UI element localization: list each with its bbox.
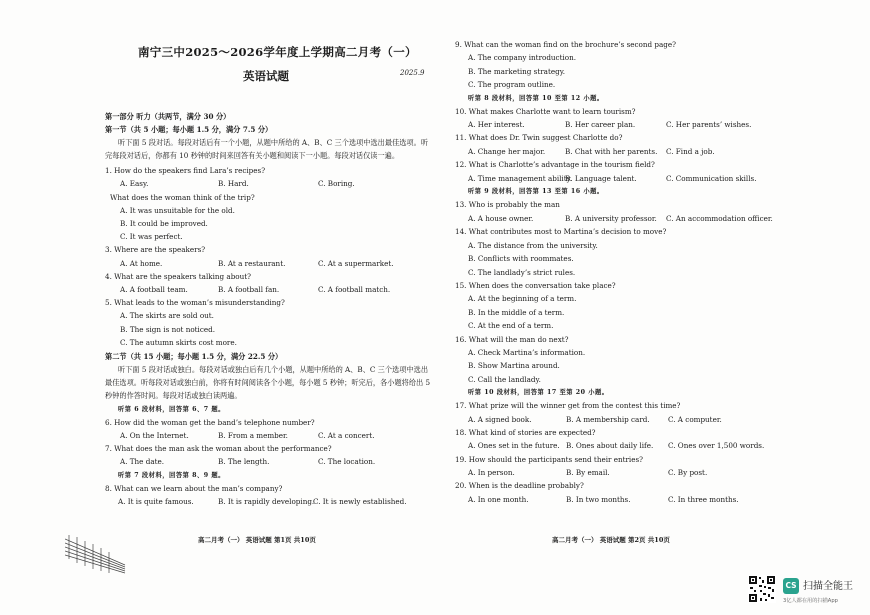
option-a: A. On the Internet.	[120, 431, 189, 440]
part2-instructions: 秒钟的作答时间。每段对话或独白读两遍。	[105, 391, 242, 400]
camscanner-name: 扫描全能王	[803, 581, 853, 592]
question-19: 19. How should the participants send their entries?	[455, 455, 644, 464]
listening-note: 听第 6 段材料，回答第 6、7 题。	[118, 406, 225, 413]
right-page	[440, 0, 870, 615]
question-7: 7. What does the man ask the woman about the performance?	[105, 444, 332, 453]
camscanner-logo: CS	[783, 578, 799, 594]
question-4: 4. What are the speakers talking about?	[105, 272, 252, 281]
scan-edge-artifact	[65, 535, 127, 575]
option-b: B. A membership card.	[566, 415, 650, 424]
question-11: 11. What does Dr. Twin suggest Charlotte do?	[455, 133, 623, 142]
question-16: 16. What will the man do next?	[455, 335, 569, 344]
page-footer: 高二月考（一） 英语试题 第2页 共10页	[552, 536, 670, 544]
option-c: C. Her parents’ wishes.	[666, 120, 752, 129]
question-17: 17. What prize will the winner get from the contest this time?	[455, 401, 681, 410]
option-b: B. Language talent.	[565, 174, 637, 183]
exam-subtitle: 英语试题	[243, 69, 289, 83]
option-a: A. Change her major.	[468, 147, 546, 156]
option-b: B. Ones about daily life.	[566, 441, 654, 450]
qr-code	[748, 575, 776, 603]
option-b: B. Conflicts with roommates.	[468, 254, 574, 263]
option-a: A. The skirts are sold out.	[120, 311, 214, 320]
option-c: C. At the end of a term.	[468, 321, 554, 330]
option-b: B. At a restaurant.	[218, 259, 286, 268]
option-a: A. The company introduction.	[468, 53, 577, 62]
question-6: 6. How did the woman get the band’s telephone number?	[105, 418, 315, 427]
option-a: A. Check Martina’s information.	[468, 348, 586, 357]
option-b: B. In the middle of a term.	[468, 308, 565, 317]
option-c: C. It is newly established.	[313, 497, 407, 506]
option-a: A. Time management ability.	[468, 174, 573, 183]
listening-note: 听第 8 段材料，回答第 10 至第 12 小题。	[468, 95, 604, 102]
option-b: B. A university professor.	[565, 214, 657, 223]
option-a: A. The date.	[120, 457, 165, 466]
option-c: C. The location.	[318, 457, 376, 466]
option-c: C. In three months.	[668, 495, 739, 504]
option-b: B. Hard.	[218, 179, 249, 188]
option-a: A. It is quite famous.	[118, 497, 194, 506]
part2-heading: 第二节（共 15 小题；每小题 1.5 分，满分 22.5 分）	[105, 352, 283, 361]
option-c: C. Communication skills.	[666, 174, 757, 183]
question-12: 12. What is Charlotte’s advantage in the tourism field?	[455, 160, 655, 169]
question-2: What does the woman think of the trip?	[110, 193, 255, 202]
part1-heading: 第一节（共 5 小题；每小题 1.5 分，满分 7.5 分）	[105, 125, 273, 134]
option-b: B. The sign is not noticed.	[120, 325, 216, 334]
part1-instructions: 完每段对话后，你都有 10 秒钟的时间来回答有关小题和阅读下一小题。每段对话仅读一遍。	[105, 151, 400, 160]
option-c: C. A computer.	[668, 415, 722, 424]
option-c: C. The autumn skirts cost more.	[120, 338, 237, 347]
option-a: A. The distance from the university.	[468, 241, 598, 250]
question-3: 3. Where are the speakers?	[105, 245, 206, 254]
listening-note: 听第 7 段材料，回答第 8、9 题。	[118, 472, 225, 479]
question-10: 10. What makes Charlotte want to learn tourism?	[455, 107, 636, 116]
option-a: A. A football team.	[120, 285, 188, 294]
option-b: B. By email.	[566, 468, 610, 477]
question-9: 9. What can the woman find on the brochure’s second page?	[455, 40, 676, 49]
option-c: C. At a concert.	[318, 431, 375, 440]
option-c: C. It was perfect.	[120, 232, 183, 241]
option-c: C. Find a job.	[666, 147, 715, 156]
option-a: A. At home.	[120, 259, 163, 268]
option-b: B. The length.	[218, 457, 270, 466]
option-b: B. From a member.	[218, 431, 288, 440]
option-b: B. Show Martina around.	[468, 361, 560, 370]
question-14: 14. What contributes most to Martina’s decision to move?	[455, 227, 667, 236]
option-a: A. A house owner.	[468, 214, 534, 223]
option-c: C. Boring.	[318, 179, 355, 188]
exam-title: 南宁三中2025～2026学年度上学期高二月考（一）	[138, 45, 417, 59]
question-8: 8. What can we learn about the man’s company?	[105, 484, 283, 493]
option-c: C. By post.	[668, 468, 708, 477]
question-5: 5. What leads to the woman’s misunderstanding?	[105, 298, 285, 307]
option-a: A. Easy.	[120, 179, 149, 188]
listening-note: 听第 9 段材料，回答第 13 至第 16 小题。	[468, 188, 604, 195]
option-a: A. It was unsuitable for the old.	[120, 206, 235, 215]
option-b: B. It is rapidly developing.	[218, 497, 315, 506]
option-a: A. In one month.	[468, 495, 529, 504]
exam-date: 2025.9	[400, 69, 425, 77]
option-b: B. The marketing strategy.	[468, 67, 566, 76]
option-c: C. The landlady’s strict rules.	[468, 268, 576, 277]
page-footer: 高二月考（一） 英语试题 第1页 共10页	[198, 536, 316, 544]
part2-instructions: 最佳选项。听每段对话或独白前，你将有时间阅读各个小题，每小题 5 秒钟；听完后，各小题将给出 5	[105, 378, 431, 387]
question-18: 18. What kind of stories are expected?	[455, 428, 596, 437]
option-b: B. Her career plan.	[565, 120, 636, 129]
option-c: C. The program outline.	[468, 80, 556, 89]
question-20: 20. When is the deadline probably?	[455, 481, 584, 490]
option-a: A. Ones set in the future.	[468, 441, 560, 450]
option-a: A. Her interest.	[468, 120, 525, 129]
option-c: C. Ones over 1,500 words.	[668, 441, 765, 450]
question-15: 15. When does the conversation take place?	[455, 281, 616, 290]
option-c: C. Call the landlady.	[468, 375, 541, 384]
option-b: B. Chat with her parents.	[565, 147, 658, 156]
option-b: B. In two months.	[566, 495, 631, 504]
listening-note: 听第 10 段材料，回答第 17 至第 20 小题。	[468, 389, 609, 396]
option-a: A. At the beginning of a term.	[468, 294, 577, 303]
option-a: A. In person.	[468, 468, 515, 477]
section-heading: 第一部分 听力（共两节，满分 30 分）	[105, 112, 231, 121]
option-c: C. At a supermarket.	[318, 259, 394, 268]
question-13: 13. Who is probably the man	[455, 200, 560, 209]
part2-instructions: 听下面 5 段对话或独白。每段对话或独白后有几个小题，从题中所给的 A、B、C 三个选项中选出	[118, 365, 429, 374]
option-c: C. An accommodation officer.	[666, 214, 773, 223]
option-c: C. A football match.	[318, 285, 391, 294]
question-1: 1. How do the speakers find Lara’s recipes?	[105, 166, 266, 175]
option-b: B. It could be improved.	[120, 219, 208, 228]
option-a: A. A signed book.	[468, 415, 532, 424]
part1-instructions: 听下面 5 段对话。每段对话后有一个小题，从题中所给的 A、B、C 三个选项中选出最佳选项。听	[118, 138, 429, 147]
option-b: B. A football fan.	[218, 285, 280, 294]
camscanner-tagline: 3亿人都在用的扫描App	[783, 598, 838, 604]
